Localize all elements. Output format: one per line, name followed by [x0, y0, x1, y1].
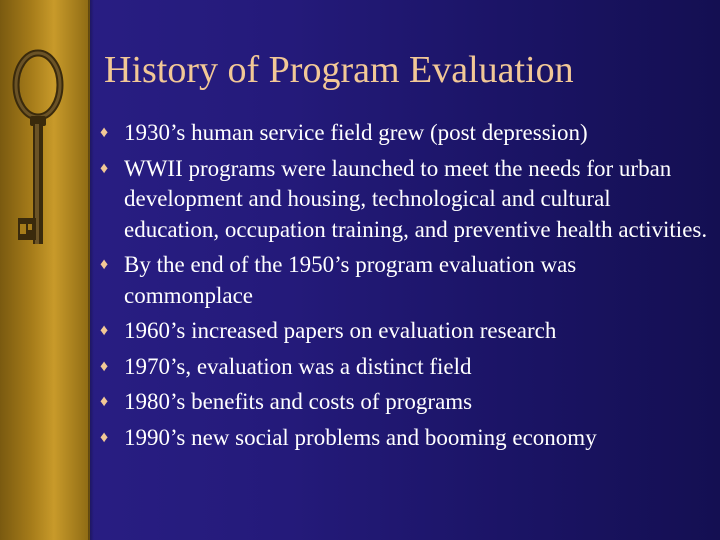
diamond-bullet-icon: ♦ [100, 159, 109, 177]
bullet-text: 1990’s new social problems and booming economy [124, 424, 597, 450]
diamond-bullet-icon: ♦ [100, 357, 109, 375]
bullet-item [100, 250, 710, 311]
diamond-bullet-icon: ♦ [100, 256, 109, 273]
diamond-bullet-icon: ♦ [100, 322, 109, 339]
bullet-text: By the end of the 1950’s program evaluation was commonplace [124, 252, 577, 308]
bullet-list [100, 118, 710, 458]
antique-key-icon [0, 40, 90, 280]
bullet-item [100, 352, 710, 383]
bullet-item [100, 118, 710, 149]
diamond-bullet-icon: ♦ [100, 124, 109, 141]
diamond-bullet-icon: ♦ [100, 428, 109, 446]
bullet-item [100, 316, 710, 347]
bullet-text: 1930’s human service field grew (post depression) [124, 120, 588, 145]
bullet-text: 1960’s increased papers on evaluation research [124, 318, 557, 343]
bullet-item [100, 387, 710, 418]
bullet-text: 1980’s benefits and costs of programs [124, 389, 473, 414]
bullet-item [100, 154, 710, 246]
slide-title: History of Program Evaluation [104, 49, 574, 91]
diamond-bullet-icon: ♦ [100, 393, 109, 410]
bullet-text: 1970’s, evaluation was a distinct field [124, 353, 472, 379]
bullet-text: WWII programs were launched to meet the needs for urban development and housing, technological and cultural education, occupation training, and preventive health activities. [124, 155, 708, 242]
bullet-item [100, 423, 710, 454]
